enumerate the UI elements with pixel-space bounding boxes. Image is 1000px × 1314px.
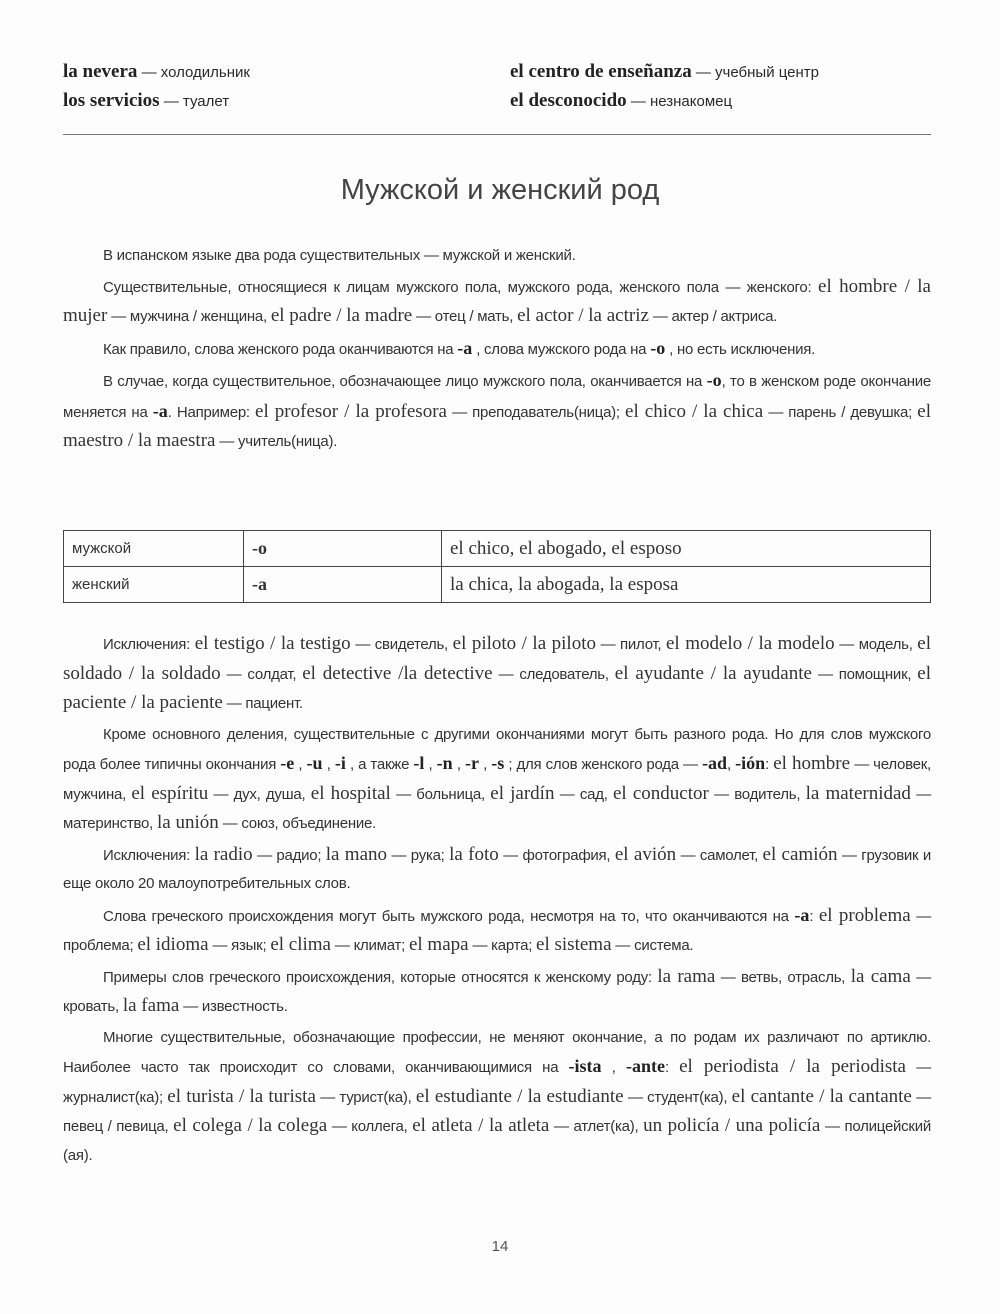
text-run: — проблема; (63, 907, 931, 954)
paragraph (63, 273, 931, 332)
paragraph (63, 901, 931, 961)
page-number: 14 (491, 1238, 509, 1255)
section-title: Мужской и женский род (340, 174, 660, 206)
text-run: — сад, (554, 785, 613, 803)
text-run: , (727, 756, 736, 773)
spanish-example: el atleta / la atleta (412, 1115, 550, 1136)
paragraph (63, 963, 931, 1022)
spanish-example: el modelo / la modelo (666, 633, 835, 654)
spanish-example: la foto (449, 843, 499, 865)
text-run: Исключения: (103, 636, 195, 653)
examples-cell: el chico, el abogado, el esposo (442, 531, 931, 567)
spanish-example: el sistema (536, 934, 612, 955)
spanish-example: el estudiante / la estudiante (415, 1085, 624, 1107)
spanish-example: el avión (614, 843, 677, 865)
text-run: — дух, душа, (208, 785, 311, 803)
vocab-item (510, 87, 819, 116)
spanish-term: la nevera (63, 61, 138, 82)
text-run: Исключения: (103, 846, 195, 864)
text-run: Многие существительные, обозначающие профессии, не меняют окончание, а по родам их различают по артиклю. Наиболее часто так происходит со словами, оканчивающимися на (63, 1028, 931, 1076)
text-run: В случае, когда существительное, обозначающее лицо мужского пола, оканчивается на (103, 373, 707, 390)
text-run: — известность. (179, 998, 288, 1015)
spanish-example: el actor / la actriz (517, 305, 649, 326)
text-run: : (809, 907, 819, 925)
text-run: — рука; (387, 846, 450, 864)
section-text-2 (63, 630, 931, 1172)
text-run: , (322, 756, 335, 773)
text-run: — самолет, (676, 846, 763, 864)
paragraph (63, 841, 931, 899)
text-run: В испанском языке два рода существительных — мужской и женский. (103, 247, 576, 264)
text-run: Как правило, слова женского рода оканчиваются на (103, 340, 458, 358)
spanish-example: el chico / la chica (625, 400, 764, 422)
spanish-example: la unión (156, 812, 219, 833)
ending-marker: -s (491, 753, 505, 773)
ending-marker: -u (306, 753, 323, 773)
spanish-example: el ayudante / la ayudante (614, 662, 812, 684)
spanish-example: el cantante / la cantante (731, 1085, 912, 1107)
spanish-example: la fama (122, 995, 180, 1016)
spanish-example: el maestro / la maestra (63, 400, 931, 451)
text-run: : (765, 756, 774, 773)
ending-marker: -a (152, 400, 168, 421)
spanish-example: el hombre (773, 753, 851, 774)
text-run: — учитель(ница). (215, 433, 338, 450)
text-run: Кроме основного деления, существительные с другими окончаниями могут быть разного рода. Но для слов мужского рода более типичны окончания (63, 725, 931, 773)
paragraph (63, 721, 931, 839)
spanish-example: el detective /la detective (302, 662, 493, 684)
text-run: — парень / девушка; (763, 403, 918, 421)
spanish-example: el conductor (612, 782, 709, 804)
paragraph (63, 366, 931, 457)
text-run: — язык; (208, 937, 271, 954)
text-run: — союз, объединение. (218, 815, 377, 832)
translation: — незнакомец (626, 93, 733, 110)
text-run: Существительные, относящиеся к лицам мужского пола, мужского рода, женского пола — женского: (103, 278, 819, 296)
table-row (64, 567, 931, 603)
spanish-example: el colega / la colega (173, 1115, 328, 1136)
paragraph (63, 630, 931, 719)
text-run: — свидетель, (350, 636, 453, 653)
text-run: — полицейский (ая). (63, 1118, 931, 1164)
text-run: — пациент. (222, 695, 303, 712)
divider (63, 134, 931, 135)
text-run: , слова мужского рода на (472, 340, 651, 358)
paragraph (63, 1024, 931, 1171)
text-run: , (294, 756, 307, 773)
text-run: — атлет(ка), (549, 1118, 644, 1135)
spanish-term: el centro de enseñanza (510, 61, 692, 82)
text-run: — студент(ка), (623, 1088, 732, 1106)
ending-marker: -a (794, 904, 810, 925)
text-run: Примеры слов греческого происхождения, которые относятся к женскому роду: (103, 968, 658, 986)
ending-marker: -n (436, 753, 453, 773)
ending-marker: -ista (568, 1056, 602, 1076)
gender-cell: женский (64, 567, 244, 603)
vocab-list-left (63, 58, 250, 116)
paragraph (63, 334, 931, 365)
text-run: — пилот, (595, 636, 666, 653)
spanish-example: el clima (270, 934, 331, 955)
translation: — учебный центр (691, 64, 820, 81)
ending-cell: -a (244, 567, 442, 603)
vocab-item (63, 87, 250, 116)
spanish-example: el paciente / la paciente (63, 662, 932, 713)
ending-marker: -ad (702, 753, 728, 773)
text-run: — певец / певица, (63, 1088, 931, 1135)
text-run: — турист(ка), (315, 1088, 416, 1106)
spanish-example: un policía / una policía (643, 1115, 821, 1136)
ending-marker: -ante (625, 1056, 665, 1076)
text-run: — ветвь, отрасль, (715, 968, 851, 986)
spanish-example: el turista / la turista (167, 1085, 316, 1107)
spanish-example: el hospital (310, 782, 391, 804)
text-run: — фотография, (498, 846, 615, 864)
spanish-example: la cama (850, 965, 911, 987)
spanish-example: el jardín (490, 782, 555, 804)
text-run: : (664, 1059, 680, 1076)
text-run: — модель, (834, 636, 918, 653)
ending-marker: -o (706, 370, 722, 390)
vocab-list-right (510, 58, 819, 116)
text-run: — больница, (390, 785, 491, 803)
text-run: — солдат, (220, 665, 303, 683)
ending-marker: -r (464, 753, 479, 773)
text-run: — коллега, (327, 1118, 413, 1135)
text-run: , (601, 1059, 626, 1076)
spanish-example: el piloto / la piloto (452, 633, 596, 654)
text-run: — система. (611, 937, 694, 954)
ending-marker: -o (650, 337, 666, 358)
text-run: . Например: (167, 403, 256, 421)
spanish-example: la rama (657, 965, 716, 987)
examples-cell: la chica, la abogada, la esposa (442, 567, 931, 603)
text-run: , (452, 756, 465, 773)
ending-cell: -o (244, 531, 442, 567)
ending-marker: -e (280, 753, 295, 773)
spanish-example: el hombre / la mujer (63, 275, 931, 326)
spanish-example: el profesor / la profesora (255, 400, 447, 422)
section-text-1 (63, 242, 931, 459)
text-run: ; для слов женского рода — (504, 756, 702, 773)
text-run: — следователь, (492, 665, 615, 683)
translation: — туалет (159, 93, 230, 110)
text-run: , а также (345, 756, 414, 773)
text-run: — отец / мать, (412, 308, 518, 325)
translation: — холодильник (137, 64, 250, 81)
vocab-item (63, 58, 250, 87)
ending-marker: -l (413, 753, 425, 773)
spanish-example: el periodista / la periodista (679, 1056, 906, 1077)
paragraph (63, 242, 931, 271)
spanish-example: el problema (818, 904, 911, 926)
table-row (64, 531, 931, 567)
spanish-term: los servicios (63, 90, 160, 111)
text-run: — помощник, (811, 665, 918, 683)
text-run: , то в женском роде окончание меняется на (63, 373, 931, 421)
gender-table (63, 530, 931, 603)
text-run: — материнство, (63, 785, 932, 832)
text-run: — актер / актриса. (648, 308, 778, 325)
gender-cell: мужской (64, 531, 244, 567)
text-run: , (478, 756, 492, 773)
text-run: — радио; (252, 846, 326, 864)
spanish-example: el idioma (137, 934, 209, 955)
text-run: — карта; (468, 937, 537, 954)
text-run: — преподаватель(ница); (446, 403, 626, 421)
spanish-example: la mano (325, 843, 388, 865)
text-run: — кровать, (63, 968, 931, 1015)
spanish-example: el camión (762, 843, 838, 865)
text-run: — журналист(ка); (63, 1059, 931, 1106)
spanish-example: la maternidad (805, 782, 911, 804)
text-run: — водитель, (708, 785, 806, 803)
vocab-item (510, 58, 819, 87)
spanish-example: la radio (194, 843, 253, 865)
spanish-example: el padre / la madre (270, 305, 413, 326)
text-run: , но есть исключения. (665, 340, 816, 358)
spanish-example: el testigo / la testigo (194, 633, 351, 654)
text-run: — мужчина / женщина, (107, 308, 271, 325)
spanish-example: el soldado / la soldado (63, 633, 931, 684)
text-run: — грузовик и еще около 20 малоупотребительных слов. (63, 846, 931, 892)
spanish-example: el espíritu (131, 782, 209, 804)
ending-marker: -a (457, 337, 473, 358)
ending-marker: -ión (735, 753, 766, 773)
text-run: , (424, 756, 437, 773)
text-run: — климат; (330, 937, 409, 954)
ending-marker: -i (334, 753, 346, 773)
text-run: — человек, мужчина, (63, 756, 931, 803)
spanish-example: el mapa (408, 934, 469, 955)
text-run: Слова греческого происхождения могут быть мужского рода, несмотря на то, что оканчиваются на (103, 907, 795, 925)
spanish-term: el desconocido (510, 90, 627, 111)
